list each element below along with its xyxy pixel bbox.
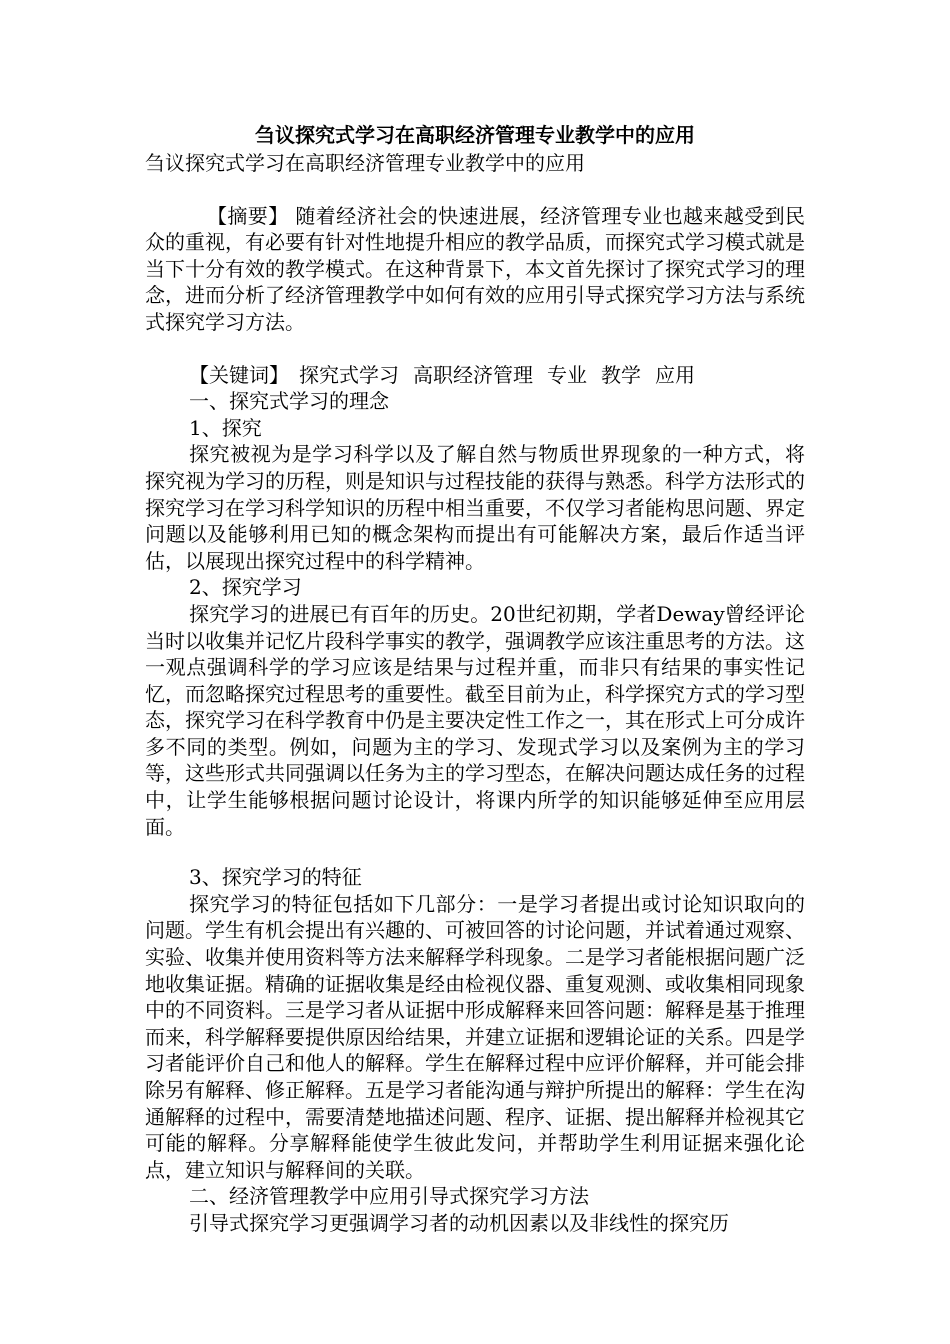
keywords-line: [145, 362, 805, 389]
subsection-2-heading: 2、探究学习: [189, 575, 302, 600]
section-2-text: 引导式探究学习更强调学习者的动机因素以及非线性的探究历: [189, 1210, 729, 1235]
document-subtitle: 刍议探究式学习在高职经济管理专业教学中的应用: [145, 151, 585, 175]
section-2-heading: 二、经济管理教学中应用引导式探究学习方法: [189, 1184, 589, 1209]
keyword-item: 教学: [601, 362, 641, 387]
keyword-item: 专业: [547, 362, 587, 387]
section-1-heading: 一、探究式学习的理念: [189, 389, 389, 414]
abstract-paragraph: [145, 203, 805, 336]
abstract-text: 随着经济社会的快速进展，经济管理专业也越来越受到民众的重视，有必要有针对性地提升相应的教学品质，而探究式学习模式就是当下十分有效的教学模式。在这种背景下，本文首先探讨了探究式学习的理念，进而分析了经济管理教学中如何有效的应用引导式探究学习方法与系统式探究学习方法。: [145, 203, 806, 334]
keywords-label: 【关键词】: [189, 362, 289, 387]
document-page: [145, 120, 805, 1237]
subsection-3-heading: 3、探究学习的特征: [189, 865, 362, 890]
document-title: 刍议探究式学习在高职经济管理专业教学中的应用: [255, 123, 695, 147]
subsection-1-text: 探究被视为是学习科学以及了解自然与物质世界现象的一种方式，将探究视为学习的历程，则是知识与过程技能的获得与熟悉。科学方法形式的探究学习在学习科学知识的历程中相当重要，不仅学习者能构思问题、界定问题以及能够利用已知的概念架构而提出有可能解决方案，最后作适当评估，以展现出探究过程中的科学精神。: [145, 442, 805, 573]
subsection-3-text: 探究学习的特征包括如下几部分：一是学习者提出或讨论知识取向的问题。学生有机会提出有兴趣的、可被回答的讨论问题，并试着通过观察、实验、收集并使用资料等方法来解释学科现象。二是学习者能根据问题广泛地收集证据。精确的证据收集是经由检视仪器、重复观测、或收集相同现象中的不同资料。三是学习者从证据中形成解释来回答问题：解释是基于推理而来，科学解释要提供原因给结果，并建立证据和逻辑论证的关系。四是学习者能评价自己和他人的解释。学生在解释过程中应评价解释，并可能会排除另有解释、修正解释。五是学习者能沟通与辩护所提出的解释：学生在沟通解释的过程中，需要清楚地描述问题、程序、证据、提出解释并检视其它可能的解释。分享解释能使学生彼此发问，并帮助学生利用证据来强化论点，建立知识与解释间的关联。: [145, 891, 805, 1182]
keyword-item: 探究式学习: [299, 362, 399, 387]
keyword-item: 应用: [655, 362, 695, 387]
subsection-2-text: 探究学习的进展已有百年的历史。20世纪初期，学者Deway曾经评论当时以收集并记忆片段科学事实的教学，强调教学应该注重思考的方法。这一观点强调科学的学习应该是结果与过程并重，而非只有结果的事实性记忆，而忽略探究过程思考的重要性。截至目前为止，科学探究方式的学习型态，探究学习在科学教育中仍是主要决定性工作之一，其在形式上可分成许多不同的类型。例如，问题为主的学习、发现式学习以及案例为主的学习等，这些形式共同强调以任务为主的学习型态，在解决问题达成任务的过程中，让学生能够根据问题讨论设计，将课内所学的知识能够延伸至应用层面。: [145, 601, 805, 839]
subsection-1-heading: 1、探究: [189, 415, 262, 440]
keyword-item: 高职经济管理: [413, 362, 533, 387]
abstract-label: 【摘要】: [207, 203, 289, 228]
